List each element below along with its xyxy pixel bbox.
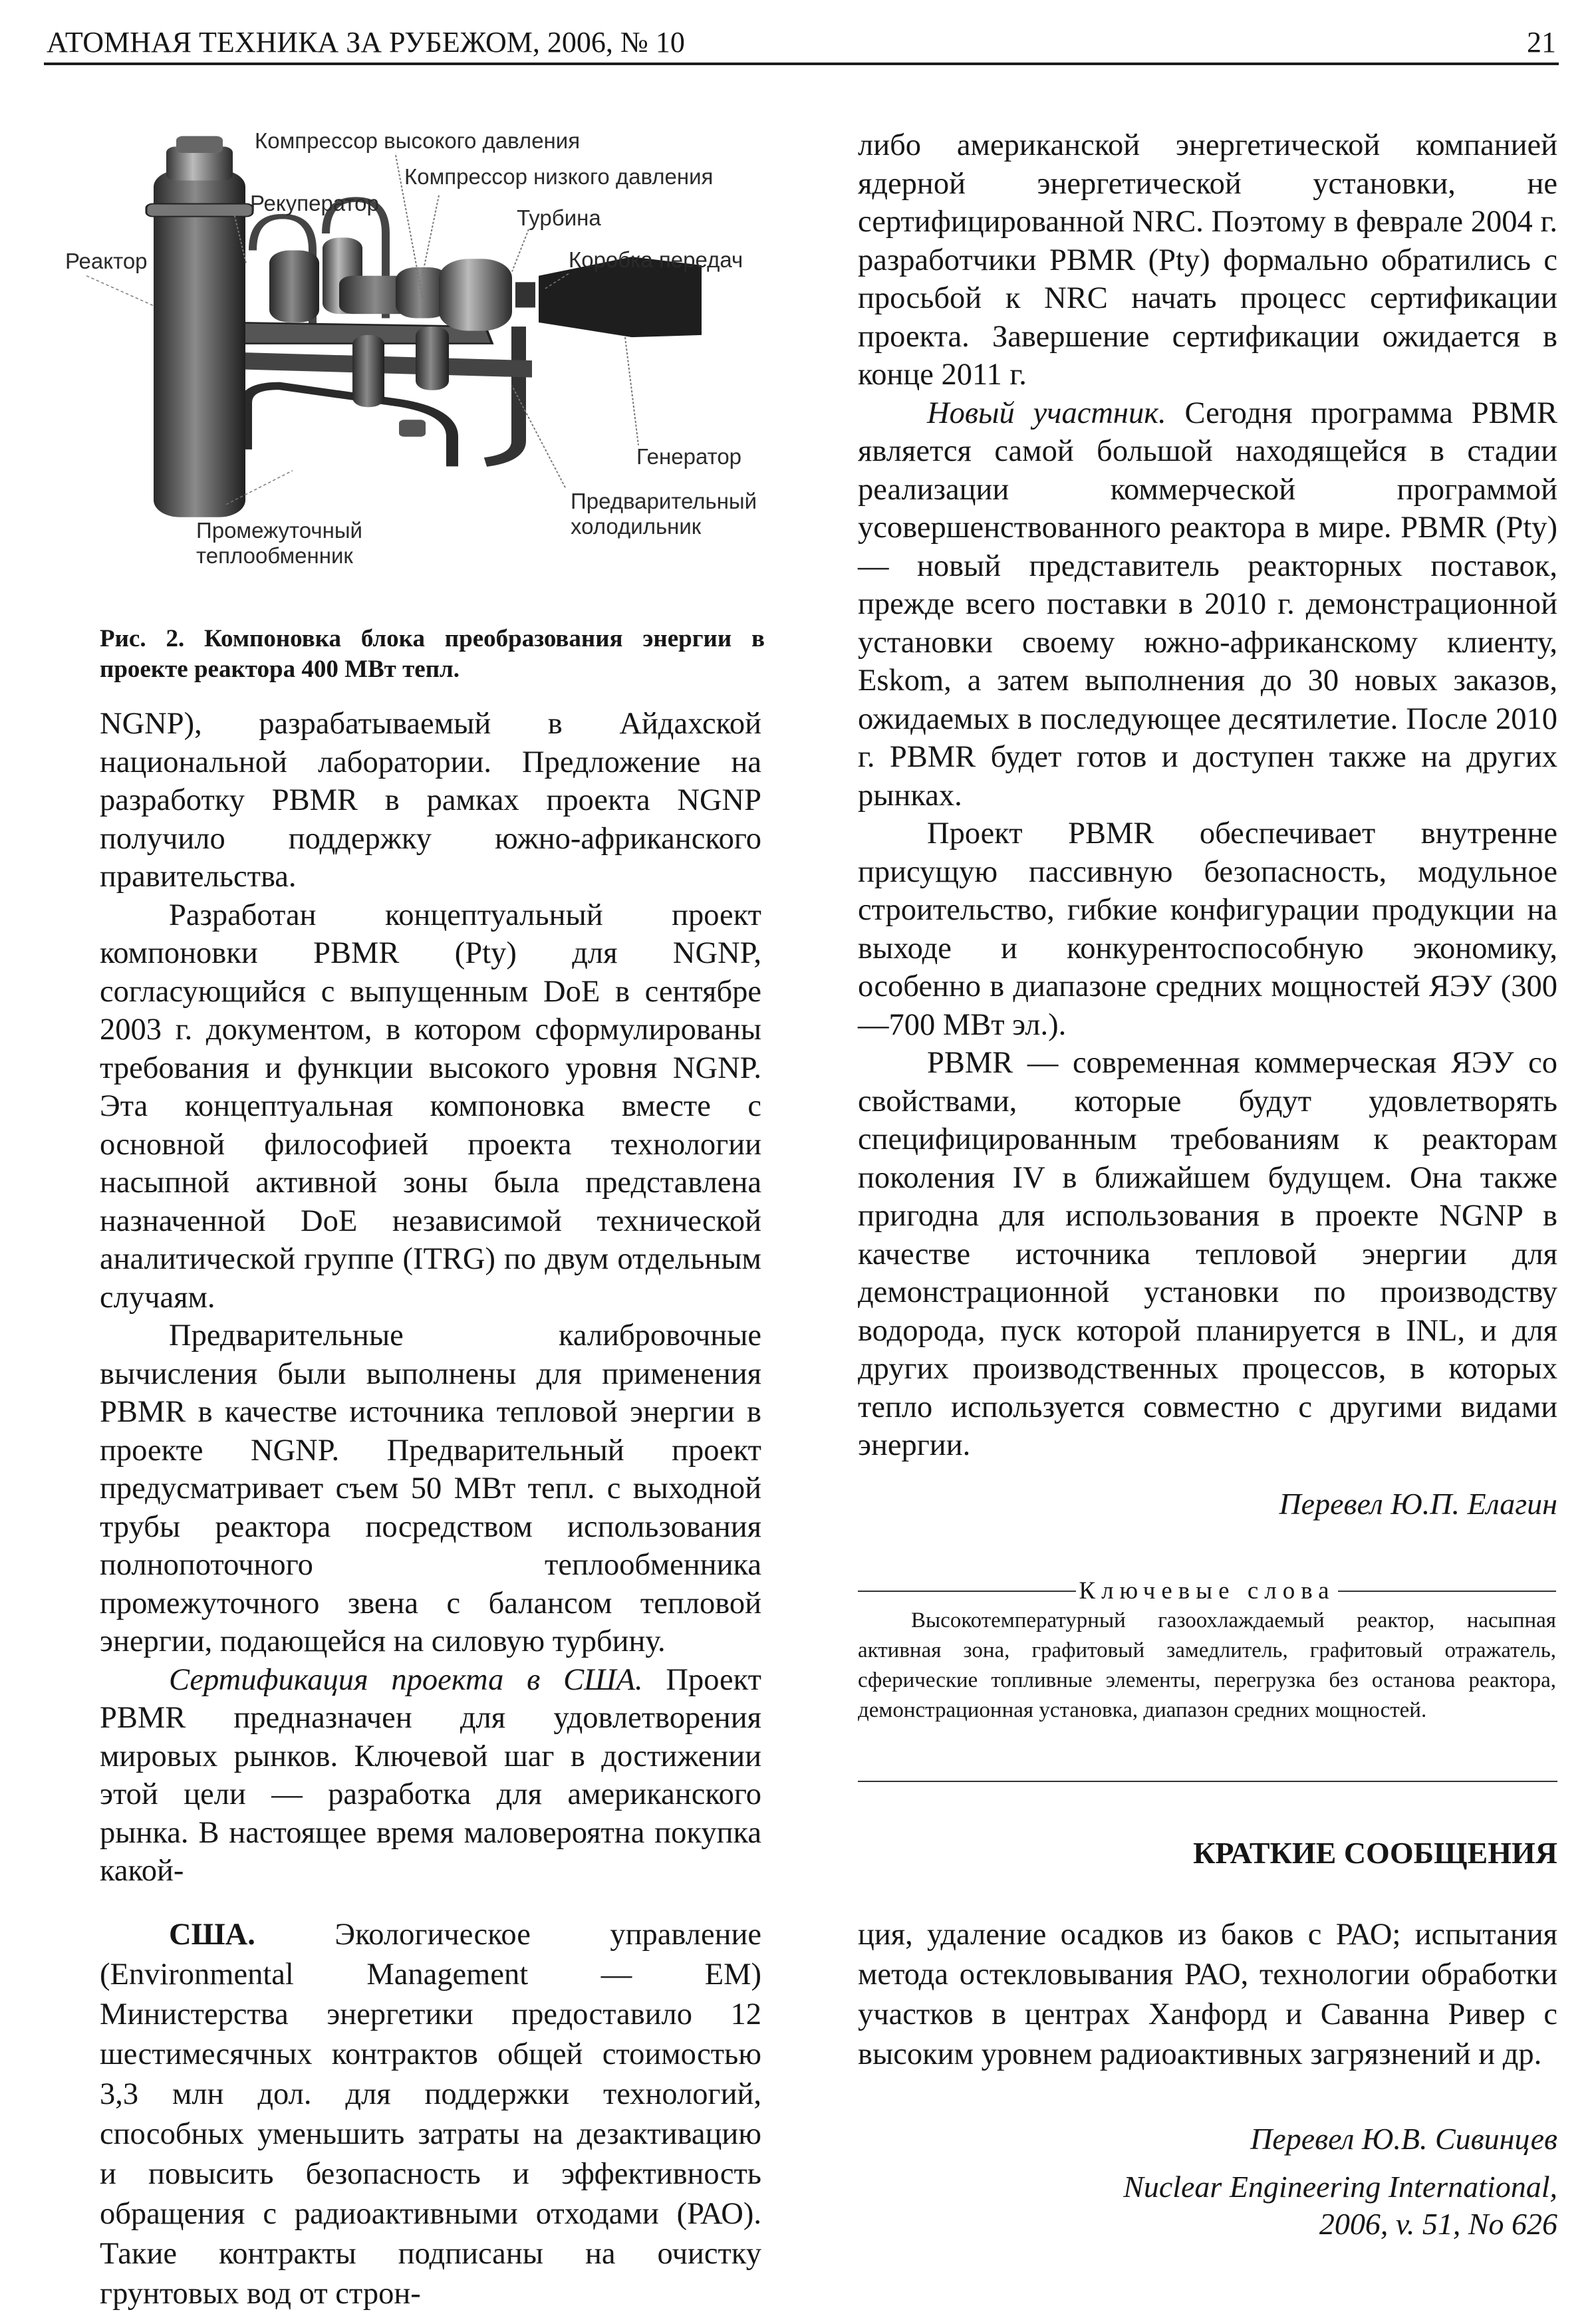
- keywords-text: Высокотемпературный газоохлаждаемый реактор, насыпная активная зона, графитовый замедлитель, графитовый отражатель, сферические топливные элементы, перегрузка без останова реактора, демонстрационная установка, диапазон средних мощностей.: [858, 1608, 1556, 1722]
- label-ihx-line2: теплообменник: [196, 543, 353, 568]
- news-source-line2: 2006, v. 51, No 626: [1319, 2207, 1557, 2241]
- paragraph: Предварительные калибровочные вычисления были выполнены для применения PBMR в качестве источника тепловой энергии в проекте NGNP. Предварительный проект предусматривает съем 50 МВт тепл. с выходной трубы реактора посредством использования полнопоточного теплообменника промежуточного звена с балансом тепловой энергии, подающейся на силовую турбину.: [100, 1319, 761, 1658]
- paragraph: PBMR — современная коммерческая ЯЭУ со свойствами, которые будут удовлетворять специфицированным требованиям к реакторам поколения IV в ближайшем будущем. Она также пригодна для использования в проекте NGNP в качестве источника тепловой энергии для демонстрационной установки по производству водорода, пуск которой планируется в INL, и для других производственных процессов, в которых тепло используется совместно с другими видами энергии.: [858, 1046, 1557, 1462]
- news-country: США.: [169, 1918, 255, 1952]
- label-hp-compressor: Компрессор высокого давления: [255, 128, 581, 153]
- paragraph: [100, 1661, 761, 1890]
- keywords-rule: [858, 1781, 1557, 1782]
- news-source-line1: Nuclear Engineering International,: [1123, 2170, 1557, 2204]
- keywords-title-row: [858, 1576, 1556, 1606]
- paragraph: [858, 394, 1557, 815]
- gearbox-shape: [515, 282, 535, 307]
- reactor-vessel: [154, 170, 245, 517]
- journal-title: АТОМНАЯ ТЕХНИКА ЗА РУБЕЖОМ, 2006, № 10: [47, 26, 685, 59]
- translator-credit: Перевел Ю.П. Елагин: [1279, 1486, 1557, 1521]
- precooler-shape: [416, 326, 449, 390]
- paragraph: NGNP), разрабатываемый в Айдахской национальной лаборатории. Предложение на разработку PBMR в рамках проекта NGNP получило поддержку южно-африканского правительства.: [100, 707, 761, 894]
- page-header: [47, 25, 1556, 60]
- ihx-shape: [352, 335, 384, 407]
- label-lp-compressor: Компрессор низкого давления: [404, 164, 714, 189]
- divider: [858, 1591, 1076, 1592]
- paragraph-text: Сегодня программа PBMR является самой большой находящейся в стадии реализации коммерческой программой усовершенствованного реактора в мире. PBMR (Pty) — новый представитель реакторных поставок, прежде всего поставки в 2010 г. демонстрационной установки своему южно-африканскому клиенту, Eskom, а затем выполнения до 30 новых заказов, ожидаемых в последующее десятилетие. После 2010 г. PBMR будет готов и доступен также на других рынках.: [858, 396, 1557, 813]
- paragraph-text: Экологическое управление (Environmental Management — EM) Министерства энергетики предоставило 12 шестимесячных контрактов общей стоимостью 3,3 млн дол. для поддержки технологий, способных уменьшить затраты на дезактивацию и повысить безопасность и эффективность обращения с радиоактивными отходами (РАО). Такие контракты подписаны на очистку грунтовых вод от строн-: [100, 1918, 761, 2311]
- subheading-certification: Сертификация проекта в США.: [169, 1662, 643, 1697]
- label-reactor: Реактор: [65, 249, 148, 273]
- paragraph: либо американской энергетической компанией ядерной энергетической установки, не сертифицированной NRC. Поэтому в феврале 2004 г. разработчики PBMR (Pty) формально обратились с просьбой к NRC начать процесс сертификации проекта. Завершение сертификации ожидается в конце 2011 г.: [858, 128, 1557, 392]
- paragraph: ция, удаление осадков из баков с РАО; испытания метода остекловывания РАО, технологии обработки участков в центрах Ханфорд и Саванна Ривер с высоким уровнем радиоактивных загрязнений и др.: [858, 1918, 1557, 2071]
- divider: [1338, 1591, 1556, 1592]
- keywords-block: [858, 1576, 1556, 1726]
- figure-power-conversion-unit: [53, 106, 785, 618]
- label-generator: Генератор: [636, 444, 742, 469]
- figure-caption: Рис. 2. Компоновка блока преобразования энергии в проекте реактора 400 МВт тепл.: [100, 625, 765, 683]
- paragraph: Проект PBMR обеспечивает внутренне присущую пассивную безопасность, модульное строительство, гибкие конфигурации продукции на выходе и конкурентоспособную экономику, особенно в диапазоне средних мощностей ЯЭУ (300—700 МВт эл.).: [858, 817, 1557, 1042]
- news-right-column: [858, 1915, 1557, 2075]
- news-left-column: [100, 1915, 761, 2314]
- reactor-top: [176, 136, 223, 153]
- pipe-fitting: [399, 420, 426, 436]
- right-column: [858, 126, 1557, 1523]
- section-title: КРАТКИЕ СООБЩЕНИЯ: [1193, 1836, 1557, 1870]
- label-precooler-line2: холодильник: [571, 514, 702, 539]
- reactor-flange: [146, 203, 253, 216]
- pipe: [485, 326, 519, 462]
- label-recuperator: Рекуператор: [250, 191, 379, 215]
- label-ihx-line1: Промежуточный: [196, 518, 362, 543]
- keywords-title: Ключевые слова: [1079, 1577, 1335, 1605]
- news-translator: Перевел Ю.В. Сивинцев: [1250, 2122, 1557, 2156]
- paragraph: [100, 1915, 761, 2314]
- header-rule: [44, 63, 1559, 65]
- recuperator-shape: [269, 251, 319, 322]
- paragraph: Разработан концептуальный проект компоновки PBMR (Pty) для NGNP, согласующийся с выпущенным DoE в сентябре 2003 г. документом, в котором сформулированы требования и функции высокого уровня NGNP. Эта концептуальная компоновка вместе с основной философией проекта технологии насыпной активной зоны была представлена назначенной DoE независимой технической аналитической группе (ITRG) по двум отдельным случаям.: [100, 898, 761, 1315]
- label-turbine: Турбина: [517, 205, 601, 230]
- label-gearbox: Коробка передач: [569, 247, 743, 272]
- subheading-new-participant: Новый участник.: [927, 396, 1166, 430]
- left-column: [100, 705, 761, 1890]
- label-precooler-line1: Предварительный: [571, 489, 757, 513]
- page-number: 21: [1527, 26, 1556, 59]
- turbine-shape: [439, 259, 512, 330]
- paragraph-text: Проект PBMR предназначен для удовлетворения мировых рынков. Ключевой шаг в достижении этой цели — разработка для американского рынка. В настоящее время маловероятна покупка какой-: [100, 1662, 761, 1888]
